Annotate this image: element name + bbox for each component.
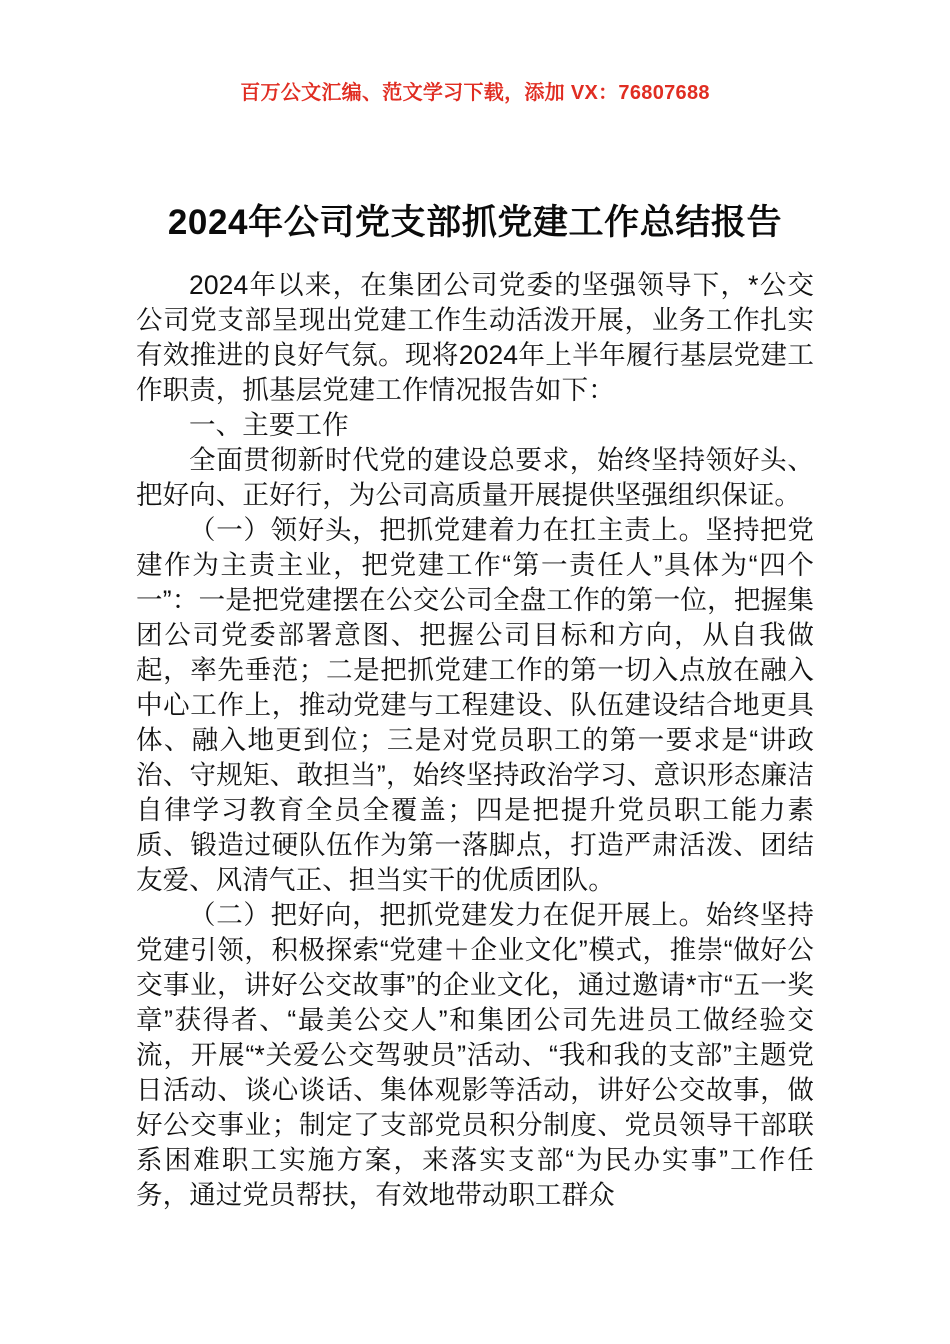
page-title: 2024年公司党支部抓党建工作总结报告 [167, 203, 783, 243]
document-body [136, 268, 814, 1213]
paragraph-section-one: （一）领好头，把抓党建着力在扛主责上。坚持把党建作为主责主业，把党建工作“第一责任人”具体为“四个一”：一是把党建摆在公交公司全盘工作的第一位，把握集团公司党委部署意图、把握公司目标和方向，从自我做起，率先垂范；二是把抓党建工作的第一切入点放在融入中心工作上，推动党建与工程建设、队伍建设结合地更具体、融入地更到位；三是对党员职工的第一要求是“讲政治、守规矩、敢担当”，始终坚持政治学习、意识形态廉洁自律学习教育全员全覆盖；四是把提升党员职工能力素质、锻造过硬队伍作为第一落脚点，打造严肃活泼、团结友爱、风清气正、担当实干的优质团队。 [136, 515, 814, 895]
paragraph-intro: 2024年以来，在集团公司党委的坚强领导下，*公交公司党支部呈现出党建工作生动活泼开展，业务工作扎实有效推进的良好气氛。现将2024年上半年履行基层党建工作职责，抓基层党建工作情况报告如下： [136, 270, 814, 405]
paragraph-section-two: （二）把好向，把抓党建发力在促开展上。始终坚持党建引领，积极探索“党建＋企业文化”模式，推崇“做好公交事业，讲好公交故事”的企业文化，通过邀请*市“五一奖章”获得者、“最美公交人”和集团公司先进员工做经验交流，开展“*关爱公交驾驶员”活动、“我和我的支部”主题党日活动、谈心谈话、集体观影等活动，讲好公交故事，做好公交事业；制定了支部党员积分制度、党员领导干部联系困难职工实施方案，来落实支部“为民办实事”工作任务，通过党员帮扶，有效地带动职工群众 [136, 900, 814, 1210]
heading-main-work: 一、主要工作 [189, 410, 349, 440]
paragraph-overview: 全面贯彻新时代党的建设总要求，始终坚持领好头、把好向、正好行，为公司高质量开展提供坚强组织保证。 [136, 445, 814, 510]
promo-header-banner: 百万公文汇编、范文学习下载，添加 VX：76807688 [240, 82, 710, 104]
